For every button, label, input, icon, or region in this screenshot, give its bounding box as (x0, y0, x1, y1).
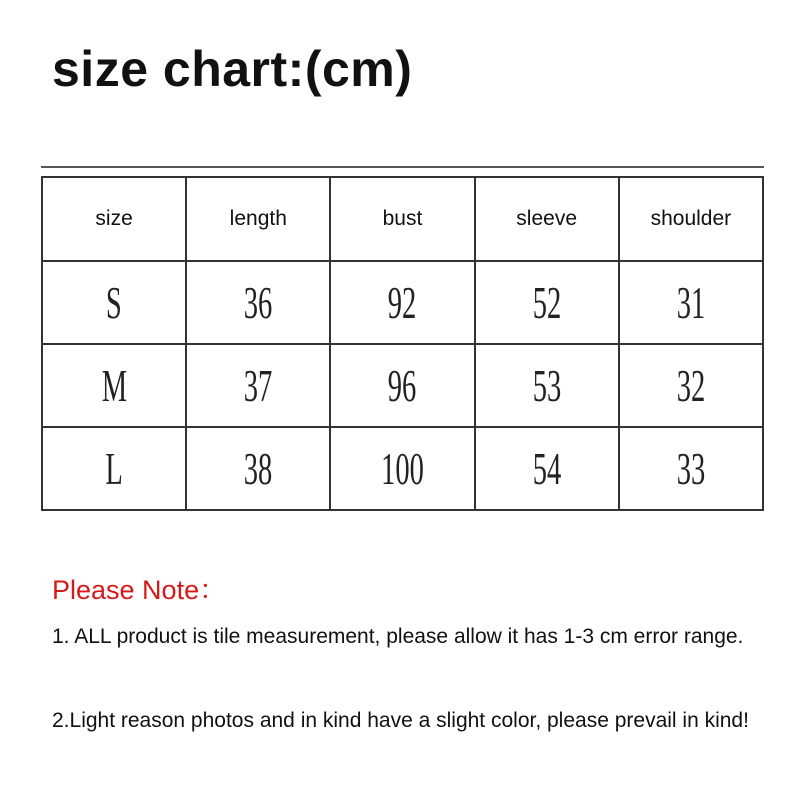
note-item-2: 2.Light reason photos and in kind have a slight color, please prevail in kind! (52, 709, 749, 732)
page-title: size chart:(cm) (52, 41, 413, 97)
cell-bust (330, 344, 474, 427)
table-row (42, 261, 763, 344)
cell-value: 38 (244, 443, 273, 494)
cell-value: 100 (381, 443, 424, 494)
size-chart-table (41, 176, 764, 511)
cell-bust (330, 261, 474, 344)
cell-value: S (106, 277, 123, 328)
cell-shoulder (619, 427, 763, 510)
cell-value: 33 (676, 443, 706, 494)
cell-value: 31 (676, 277, 706, 328)
header-bust: bust (330, 177, 474, 261)
table-row (42, 427, 763, 510)
cell-value: 96 (388, 360, 417, 411)
header-shoulder: shoulder (619, 177, 763, 261)
cell-sleeve (475, 344, 619, 427)
cell-value: 52 (532, 277, 561, 328)
cell-bust (330, 427, 474, 510)
size-chart-table-container (41, 166, 764, 511)
cell-sleeve (475, 427, 619, 510)
cell-value: 54 (532, 443, 561, 494)
cell-size (42, 344, 186, 427)
table-header-row (42, 177, 763, 261)
note-item-1: 1. ALL product is tile measurement, please allow it has 1-3 cm error range. (52, 625, 744, 648)
cell-value: 32 (676, 360, 706, 411)
cell-size (42, 427, 186, 510)
cell-length (186, 261, 330, 344)
cell-value: M (101, 360, 127, 411)
note-heading: Please Note： (52, 575, 227, 605)
cell-shoulder (619, 261, 763, 344)
cell-size (42, 261, 186, 344)
cell-shoulder (619, 344, 763, 427)
cell-sleeve (475, 261, 619, 344)
header-sleeve: sleeve (475, 177, 619, 261)
header-size: size (42, 177, 186, 261)
cell-value: 36 (244, 277, 273, 328)
cell-value: 92 (388, 277, 417, 328)
table-row (42, 344, 763, 427)
cell-value: L (105, 443, 123, 494)
cell-length (186, 427, 330, 510)
cell-value: 53 (532, 360, 561, 411)
cell-length (186, 344, 330, 427)
header-length: length (186, 177, 330, 261)
cell-value: 37 (244, 360, 273, 411)
